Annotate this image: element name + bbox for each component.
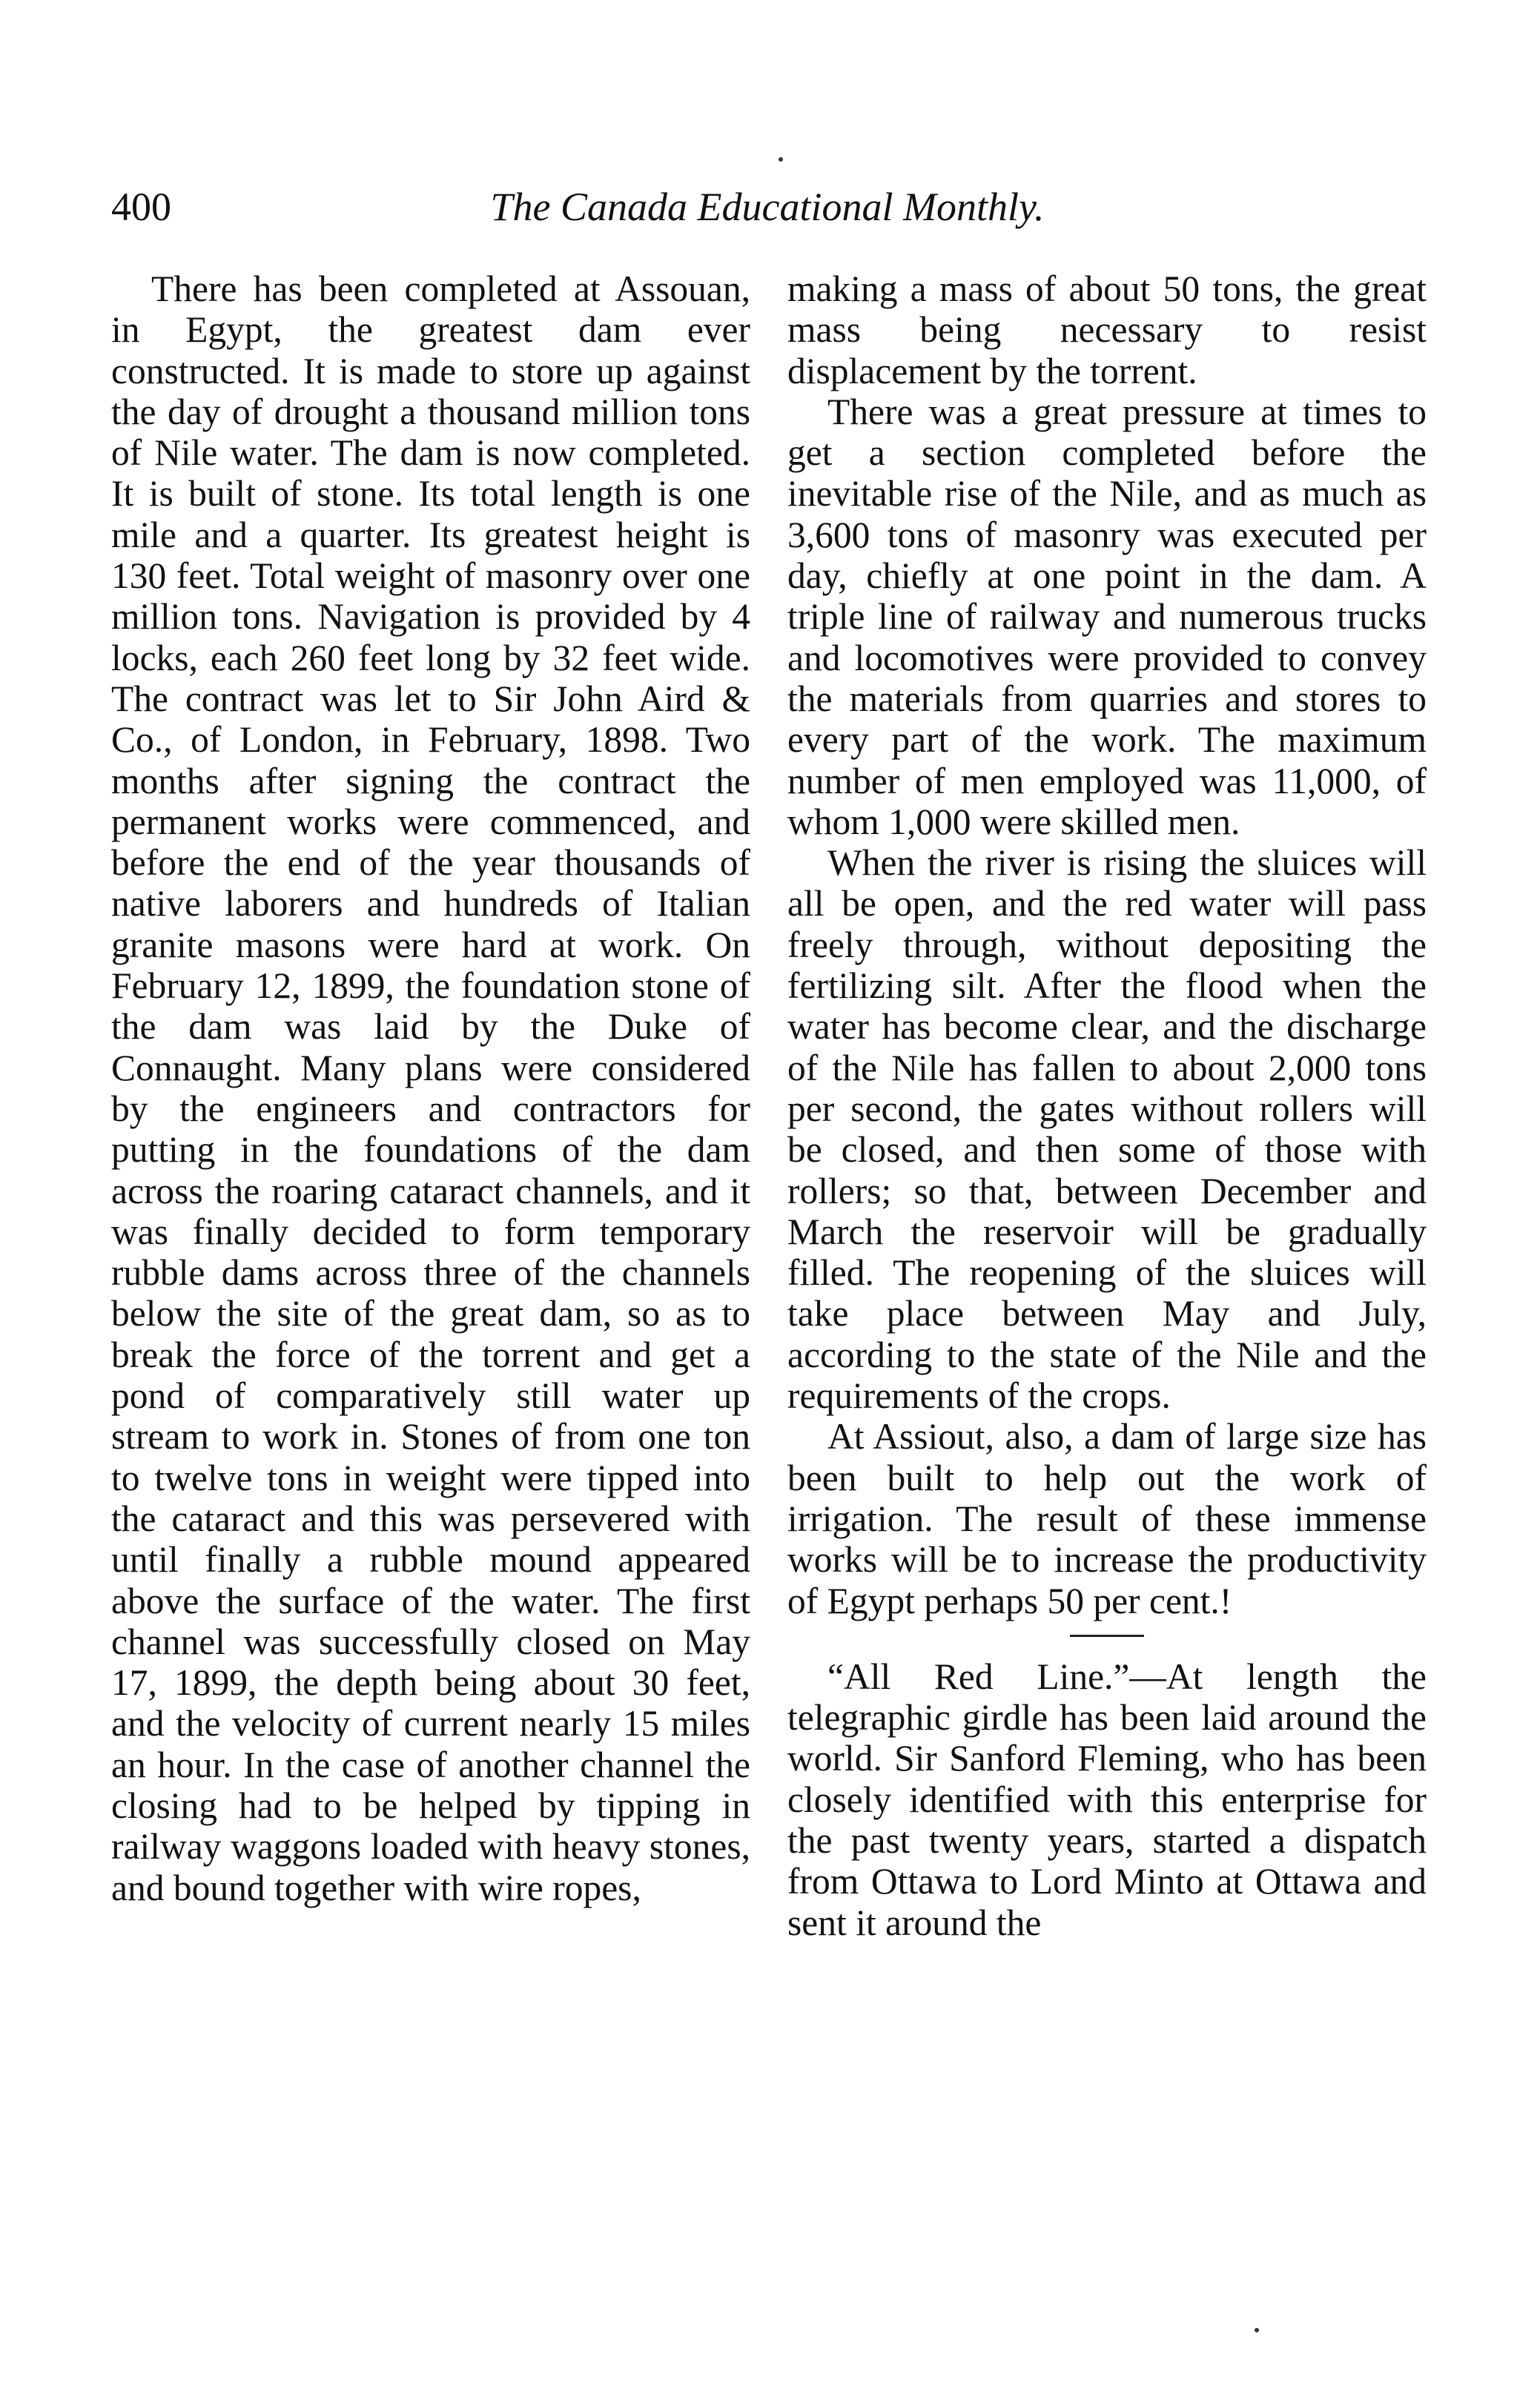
page-header — [111, 184, 1424, 243]
right-column — [787, 268, 1427, 1943]
paragraph: At Assiout, also, a dam of large size has been built to help out the work of irrigation. The result of these immense works will be to increase the productivity of Egypt perhaps 50 per cent.! — [787, 1416, 1427, 1621]
left-column — [111, 268, 750, 1908]
print-speck — [779, 157, 783, 162]
paragraph: When the river is rising the sluices will all be open, and the red water will pass freely through, without depositing the fertilizing silt. After the flood when the water has become clear, and the discharge of the Nile has fallen to about 2,000 tons per second, the gates without rollers will be closed, and then some of those with rollers; so that, between December and March the reservoir will be gradually filled. The reopening of the sluices will take place between May and July, according to the state of the Nile and the requirements of the crops. — [787, 842, 1427, 1417]
page-number: 400 — [111, 185, 171, 229]
paragraph: “All Red Line.”—At length the telegraphic girdle has been laid around the world. Sir Sanford Fleming, who has been closely identified with this enterprise for the past twenty years, started a dispatch from Ottawa to Lord Minto at Ottawa and sent it around the — [787, 1656, 1427, 1943]
paragraph: There was a great pressure at times to get a section completed before the inevitable rise of the Nile, and as much as 3,600 tons of masonry was executed per day, chiefly at one point in the dam. A triple line of railway and numerous trucks and locomotives were provided to convey the materials from quarries and stores to every part of the work. The maximum number of men employed was 11,000, of whom 1,000 were skilled men. — [787, 391, 1427, 842]
paragraph: making a mass of about 50 tons, the great mass being necessary to resist displacement by the torrent. — [787, 268, 1427, 391]
section-divider — [1070, 1635, 1144, 1637]
paragraph: There has been completed at Assouan, in Egypt, the greatest dam ever constructed. It is made to store up against the day of drought a thousand million tons of Nile water. The dam is now completed. It is built of stone. Its total length is one mile and a quarter. Its greatest height is 130 feet. Total weight of masonry over one million tons. Navigation is provided by 4 locks, each 260 feet long by 32 feet wide. The contract was let to Sir John Aird & Co., of London, in February, 1898. Two months after signing the contract the permanent works were commenced, and before the end of the year thousands of native laborers and hundreds of Italian granite masons were hard at work. On February 12, 1899, the foundation stone of the dam was laid by the Duke of Connaught. Many plans were considered by the engineers and contractors for putting in the foundations of the dam across the roaring cataract channels, and it was finally decided to form temporary rubble dams across three of the channels below the site of the great dam, so as to break the force of the torrent and get a pond of comparatively still water up stream to work in. Stones of from one ton to twelve tons in weight were tipped into the cataract and this was persevered with until finally a rubble mound appeared above the surface of the water. The first channel was successfully closed on May 17, 1899, the depth being about 30 feet, and the velocity of current nearly 15 miles an hour. In the case of another channel the closing had to be helped by tipping in railway waggons loaded with heavy stones, and bound together with wire ropes, — [111, 268, 750, 1908]
running-title: The Canada Educational Monthly. — [490, 185, 1045, 229]
print-speck — [1255, 2328, 1259, 2332]
